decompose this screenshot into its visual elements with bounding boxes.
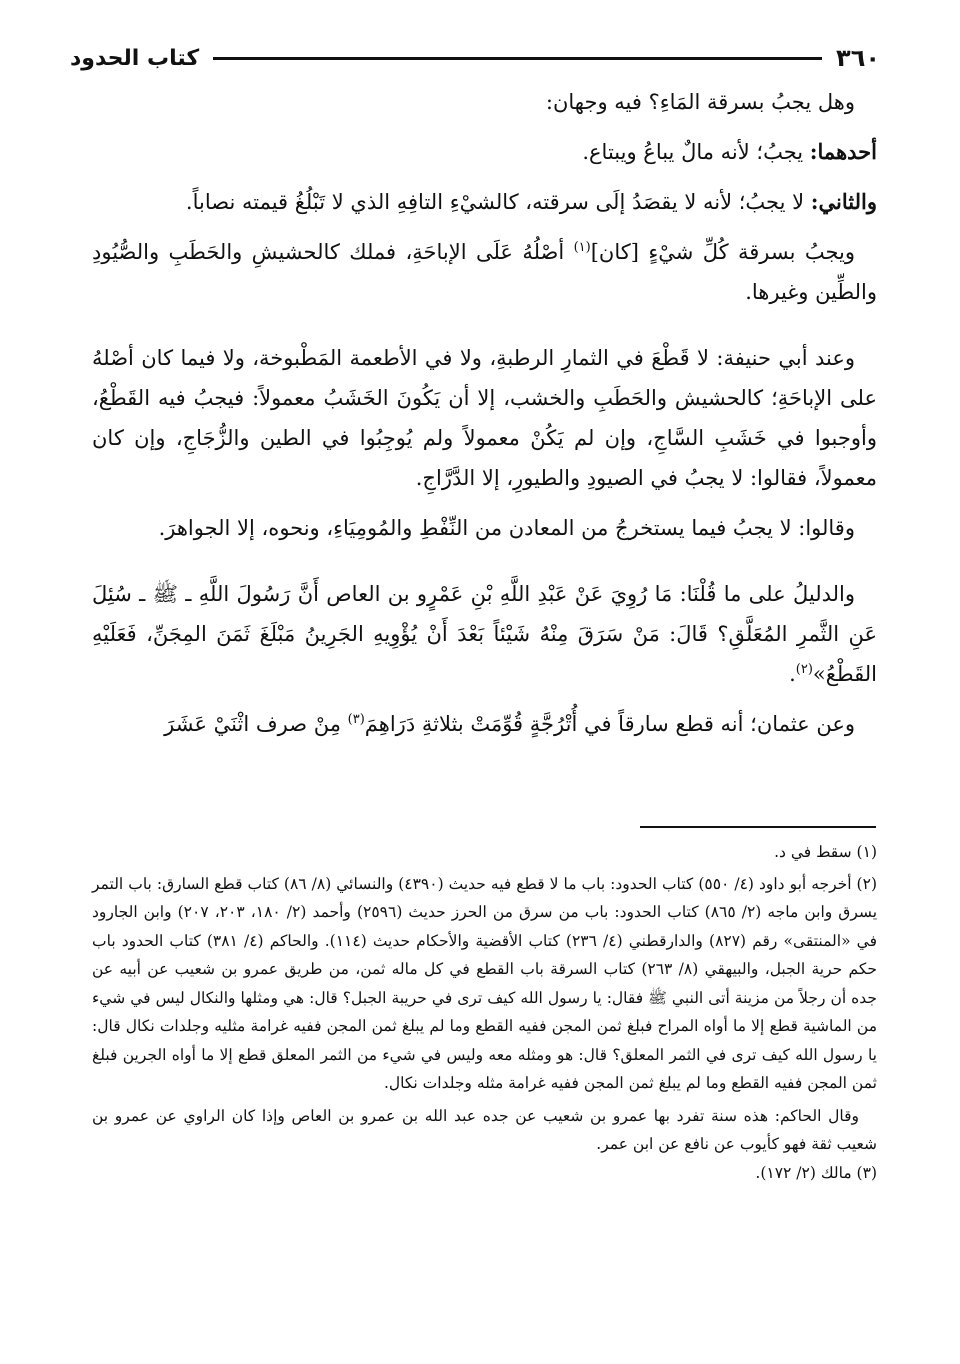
paragraph: أحدهما: يجبُ؛ لأنه مالٌ يباعُ ويبتاع. [582, 139, 877, 164]
paragraph: وعن عثمان؛ أنه قطع سارقاً في أُتْرُجَّةٍ قُوِّمَتْ بثلاثةِ دَرَاهِمَ$^{(٣)}$ مِنْ صرف اثْنَيْ عَشَرَ [164, 712, 855, 736]
paragraph: وعند أبي حنيفة: لا قَطْعَ في الثمارِ الرطبةِ، ولا في الأطعمة المَطْبوخة، ولا فيما كان أصْلهُ على الإباحَةِ؛ كالحشيش والحَطَبِ والخشب، إلا أن يَكُونَ الخَشَبُ معمولاً: فيجبُ فيه القَطْعُ، وأوجبوا في خَشَبِ السَّاجِ، وإن لم يَكُنْ معمولاً ولم يُوجِبُوا في الطين والزُّجَاجِ، وإن كان معمولاً، فقالوا: لا يجبُ في الصيودِ والطيورِ، إلا الدَّرَّاجِ. [92, 346, 877, 490]
footnote: (١) سقط في د. [774, 843, 877, 861]
paragraph-lead: والثاني: [810, 189, 877, 214]
paragraph: والثاني: لا يجبُ؛ لأنه لا يقصَدُ إلَى سرقته، كالشيْءِ التافِهِ الذي لا تَبْلُغُ قيمته نصاباً. [185, 189, 877, 214]
paragraph: والدليلُ على ما قُلْنَا: مَا رُوِيَ عَنْ عَبْدِ اللَّهِ بْنِ عَمْرٍو بن العاص أَنَّ رَسُولَ اللَّهِ ـ ﷺ ـ سُئِلَ عَنِ الثَّمرِ المُعَلَّقِ؟ قَالَ: مَنْ سَرَقَ مِنْهُ شَيْئاً بَعْدَ أَنْ يُؤْوِيهِ الجَرِينُ مَبْلَغَ ثَمَنَ المِجَنِّ، فَعَلَيْهِ القَطْعُ»$^{(٢)}$. [92, 582, 877, 686]
page-number: ٣٦٠ [836, 44, 880, 72]
footnotes [92, 838, 877, 1187]
page-header [70, 38, 880, 78]
paragraph-lead: أحدهما: [809, 139, 877, 164]
header-rule [213, 57, 822, 60]
paragraph: وقالوا: لا يجبُ فيما يستخرجُ من المعادن من النِّفْطِ والمُومِيَاءِ، ونحوه، إلا الجواهرَ. [158, 516, 855, 540]
running-title: كتاب الحدود [70, 45, 200, 71]
footnote-ref[interactable]: (٢) [795, 662, 813, 677]
footnote-number: (١) [856, 843, 877, 861]
footnote-ref[interactable]: (١) [573, 240, 591, 255]
footnote-separator [640, 826, 876, 828]
footnote: (٢) أخرجه أبو داود (٤/ ٥٥٠) كتاب الحدود: باب ما لا قطع فيه حديث (٤٣٩٠) والنسائي (٨/ ٨٦) كتاب قطع السارق: باب التمر يسرق وابن ماجه (٢/ ٨٦٥) كتاب الحدود: باب من سرق من الحرز حديث (٢٥٩٦) وأحمد (٢/ ١٨٠، ٢٠٣، ٢٠٧) وابن الجارود في «المنتقى» رقم (٨٢٧) والدارقطني (٤/ ٢٣٦) كتاب الأقضية والأحكام حديث (١١٤). والحاكم (٤/ ٣٨١) كتاب الحدود باب حكم حرية الجبل، والبيهقي (٨/ ٢٦٣) كتاب السرقة باب القطع في كل ماله ثمن، من طريق عمرو بن شعيب عن أبيه عن جده أن رجلاً من مزينة أتى النبي ﷺ فقال: يا رسول الله كيف ترى في حريبة الجبل؟ قال: هي ومثلها والنكال ليس في شيء من الماشية قطع إلا ما أواه المراح فبلغ ثمن المجن ففيه القطع وما لم يبلغ ثمن المجن ففيه غرامة مثليه وجلدات نكال قال: يا رسول الله كيف ترى في الثمر المعلق؟ قال: هو ومثله معه وليس في شيء من الثمر المعلق قطع إلا ما أواه الجرين فبلغ ثمن المجن ففيه القطع وما لم يبلغ ثمن المجن ففيه غرامة مثله وجلدات نكال. [92, 874, 878, 1092]
footnote: (٣) مالك (٢/ ١٧٢). [755, 1163, 877, 1182]
footnote-quote: وقال الحاكم: هذه سنة تفرد بها عمرو بن شعيب عن جده عبد الله بن عمرو بن العاص وإذا كان الراوي عن عمرو بن شعيب ثقة فهو كأيوب عن نافع عن ابن عمر. [92, 1106, 877, 1153]
paragraph: ويجبُ بسرقة كُلِّ شيْءٍ [كان]$^{(١)}$ أصْلُهُ عَلَى الإباحَةِ، فملك كالحشيشِ والحَطَبِ والصُّيُودِ والطِّين وغيرها. [92, 240, 877, 304]
main-text [92, 82, 877, 754]
footnote-ref[interactable]: (٣) [347, 712, 365, 727]
paragraph: وهل يجبُ بسرقة المَاءِ؟ فيه وجهان: [545, 90, 855, 114]
footnote-number: (٢) [856, 874, 877, 893]
